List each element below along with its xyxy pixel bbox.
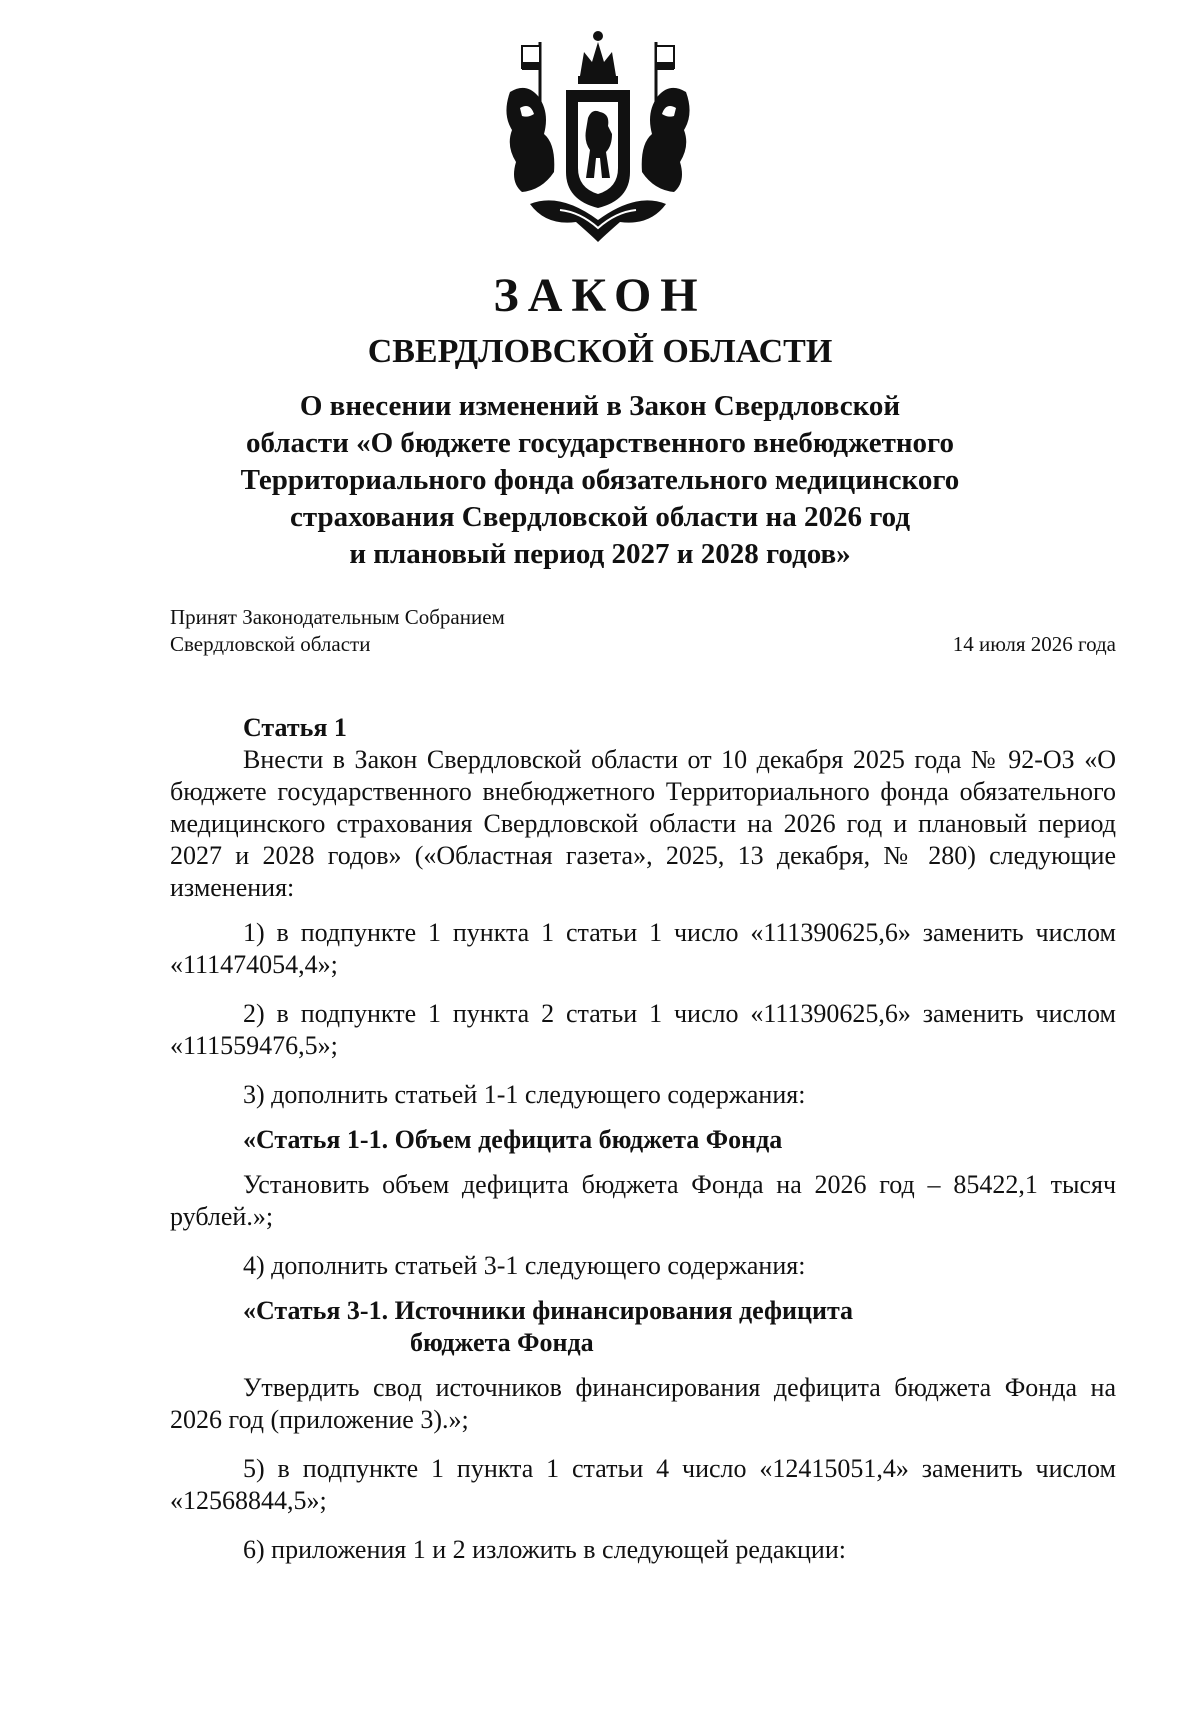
amendment-item-4: 4) дополнить статьей 3-1 следующего содержания: (243, 1251, 806, 1280)
region-title: СВЕРДЛОВСКОЙ ОБЛАСТИ (367, 333, 833, 370)
new-article-1-1-heading: «Статья 1-1. Объем дефицита бюджета Фонда (243, 1125, 783, 1154)
amendment-item-3: 3) дополнить статьей 1-1 следующего содержания: (243, 1080, 806, 1109)
law-body (170, 712, 1116, 1566)
adoption-date: 14 июля 2026 года (952, 632, 1116, 656)
article-heading: Статья 1 (243, 713, 347, 742)
subject-line: Территориального фонда обязательного медицинского (240, 464, 960, 496)
amendment-item-6: 6) приложения 1 и 2 изложить в следующей редакции: (243, 1535, 846, 1564)
adoption-line: Свердловской области (170, 632, 371, 656)
new-article-3-1-heading: «Статья 3-1. Источники финансирования дефицита бюджета Фонда (243, 1296, 854, 1357)
amendment-item-2: 2) в подпункте 1 пункта 2 статьи 1 число «111390625,6» заменить числом «111559476,5»; (170, 999, 1116, 1060)
subject-line: области «О бюджете государственного внебюджетного (246, 427, 954, 459)
amendment-item-1: 1) в подпункте 1 пункта 1 статьи 1 число «111390625,6» заменить числом «111474054,4»; (170, 918, 1116, 979)
new-article-1-1-text: Установить объем дефицита бюджета Фонда на 2026 год – 85422,1 тысяч рублей.»; (170, 1170, 1117, 1231)
amendment-item-5: 5) в подпункте 1 пункта 1 статьи 4 число «12415051,4» заменить числом «12568844,5»; (170, 1454, 1116, 1515)
adoption-line: Принят Законодательным Собранием (170, 605, 505, 629)
adoption-note (170, 604, 505, 658)
law-subject-title (0, 388, 1200, 573)
subject-line: страхования Свердловской области на 2026 год (289, 501, 911, 533)
document-type-title: ЗАКОН (493, 269, 707, 322)
subject-line: О внесении изменений в Закон Свердловской (299, 390, 901, 422)
article-intro: Внести в Закон Свердловской области от 10 декабря 2025 года № 92-ОЗ «О бюджете государственного внебюджетного Территориального фонда обязательного медицинского страхования Свердловской области на 2026 год и плановый период 2027 и 2028 годов» («Областная газета», 2025, 13 декабря, № 280) следующие изменения: (170, 745, 1117, 902)
coat-of-arms-icon (500, 22, 696, 244)
subject-line: и плановый период 2027 и 2028 годов» (349, 538, 851, 570)
new-article-3-1-text: Утвердить свод источников финансирования дефицита бюджета Фонда на 2026 год (приложение 3).»; (170, 1373, 1116, 1434)
